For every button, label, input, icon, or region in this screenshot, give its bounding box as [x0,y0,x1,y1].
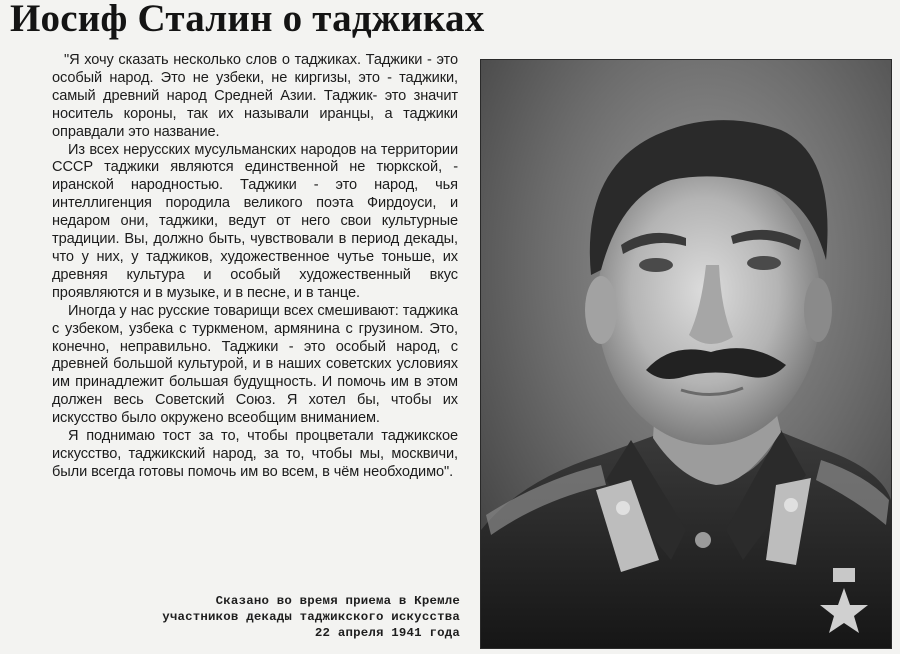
medal-ribbon [833,568,855,582]
tunic-button [695,532,711,548]
left-ear [585,276,617,344]
caption-line-3: 22 апреля 1941 года [314,626,460,640]
right-collar-button [784,498,798,512]
left-eye [639,258,673,272]
caption-line-2: участников декады таджикского искусства [162,610,460,624]
article-paragraph-1: "Я хочу сказать несколько слов о таджиках. Таджики - это особый народ. Это не узбеки, не киргизы, это - таджики, самый древний народ Средней Азии. Таджик- это значит носитель короны, так их называли иранцы, а таджики оправдали это название. [52,52,458,140]
right-ear [804,278,832,342]
headline: Иосиф Сталин о таджиках [10,0,485,40]
source-caption [40,593,460,641]
article-body [52,52,458,482]
caption-line-1: Сказано во время приема в Кремле [215,594,460,608]
portrait-illustration [481,60,891,648]
article-paragraph-2: Из всех нерусских мусульманских народов на территории СССР таджики являются единственной не тюркской, - иранской народностью. Таджики - это народ, чья интеллигенция породила великого поэта Фирдоуси, и недаром они, таджики, ведут от него свои культурные традиции. Вы, должно быть, чувствовали в период декады, что у них, у таджиков, художественное чутье тоньше, их древняя культура и особый художественный вкус проявляются и в музыке, и в песне, и в танце. [52,141,458,301]
article-paragraph-4: Я поднимаю тост за то, чтобы процветали таджикское искусство, таджикский народ, за то, чтобы мы, москвичи, были всегда готовы помочь им во всем, в чём необходимо". [52,428,458,480]
article-paragraph-3: Иногда у нас русские товарищи всех смешивают: таджика с узбеком, узбека с туркменом, армянина с грузином. Это, конечно, неправильно. Таджики - это особый народ, с древней большой культурой, и в наших советских условиях им принадлежит большая будущность. И помочь им в этом должен весь Советский Союз. Я хотел бы, чтобы их искусство было окружено всеобщим вниманием. [52,302,458,427]
portrait-photo [480,59,892,649]
right-eye [747,256,781,270]
left-collar-button [616,501,630,515]
